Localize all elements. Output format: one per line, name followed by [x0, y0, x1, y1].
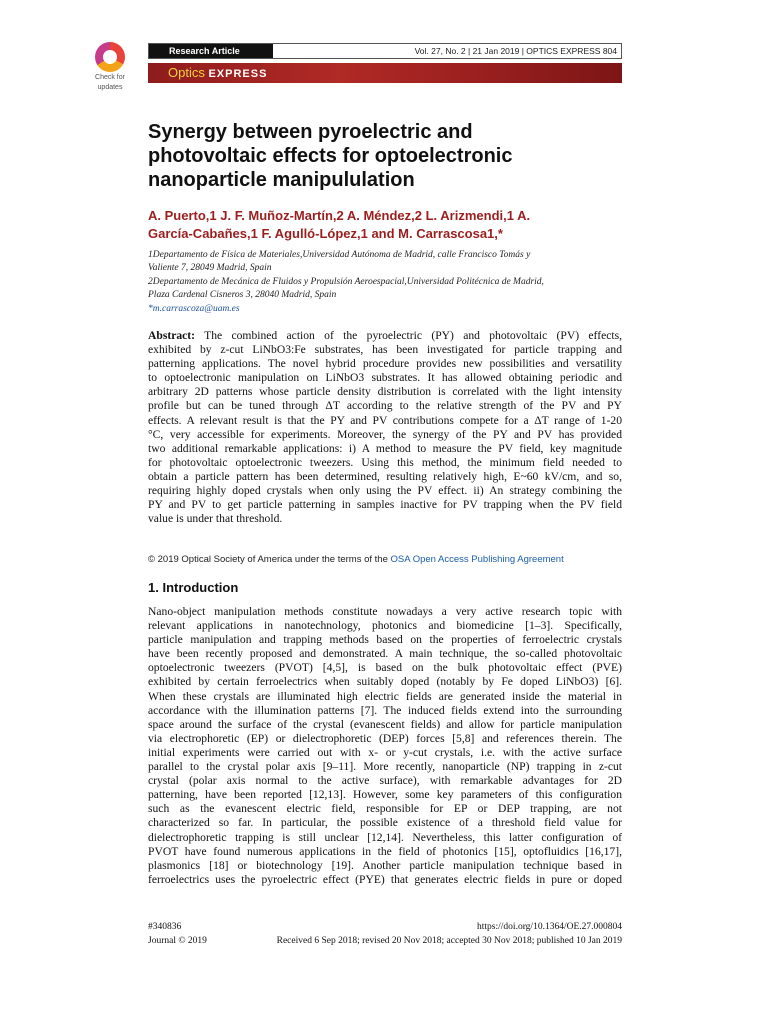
intro-line: space around the surface of the crystal (evanescent fields) and allow for particle manipulation [148, 717, 622, 731]
section-heading: 1. Introduction [148, 580, 239, 595]
journal-logo-part1: Optics [168, 65, 205, 80]
abstract-line: °C, very accessible for experiments. Moreover, the synergy of the PY and PV has provided [148, 427, 622, 441]
article-title [148, 120, 618, 192]
crossmark-icon [95, 42, 125, 72]
intro-line: accordance with the illumination patterns [7]. The induced fields extend into the surrounding [148, 703, 622, 717]
corresponding-email-link[interactable]: *m.carrascoza@uam.es [148, 304, 240, 314]
title-line-3: nanoparticle manipululation [148, 169, 415, 191]
abstract-line: value is under that threshold. [148, 512, 283, 526]
abstract-line: two additional remarkable applications: i) A method to measure the PV field, key magnitude [148, 441, 622, 455]
abstract [148, 329, 622, 526]
intro-line: crystal (polar axis normal to the active surface), with remarkable advantages for 2D [148, 774, 622, 788]
intro-line: exhibited by certain ferroelectrics when suitably doped (notably by Fe doped LiNbO3) [6]. [148, 675, 622, 689]
intro-line: have been recently proposed and demonstrated. A main technique, the so-called photovoltaic [148, 647, 622, 661]
intro-line: characterized so far. In particular, the possible existence of a threshold field value for [148, 816, 622, 830]
intro-line: initial experiments were carried out with x- or y-cut crystals, i.e. with the active surface [148, 745, 622, 759]
article-type-tag: Research Article [149, 44, 273, 58]
author-line-2: García-Cabañes,1 F. Agulló-López,1 and M. Carrascosa1,* [148, 226, 503, 241]
badge-line1: Check for [95, 74, 125, 81]
affiliation-2-line-1: 2Departamento de Mecánica de Fluidos y Propulsión Aeroespacial,Universidad Politécnica de Madrid, [148, 277, 544, 287]
badge-line2: updates [97, 84, 123, 91]
intro-line: Nano-object manipulation methods constitute nowadays a very active research topic with [148, 605, 622, 618]
affiliation-1-line-1: 1Departamento de Física de Materiales,Universidad Autónoma de Madrid, calle Francisco Tomás y [148, 250, 531, 260]
intro-line: particle manipulation and trapping methods based on the properties of ferroelectric crystals [148, 633, 622, 647]
intro-line: ferroelectrics uses the pyroelectric effect (PYE) that generates electric fields in pure or doped [148, 872, 622, 886]
abstract-line: Abstract: The combined action of the pyroelectric (PY) and photovoltaic (PV) effects, [148, 329, 622, 342]
abstract-line: to optoelectronic manipulation on LiNbO3 substrates. It has allowed obtaining periodic and [148, 371, 622, 385]
license-link[interactable]: OSA Open Access Publishing Agreement [390, 554, 564, 565]
abstract-line: obtain a particle pattern has been determined, resulting relatively high, E~60 kV/cm, and so, [148, 469, 622, 483]
abstract-line: profile but can be tuned through ΔT according to the relative strength of the PV and PY [148, 399, 622, 413]
article-header-bar [148, 43, 622, 59]
affiliation-2-line-2: Plaza Cardenal Cisneros 3, 28040 Madrid, Spain [148, 290, 337, 300]
journal-logo-part2: EXPRESS [208, 68, 268, 80]
intro-line: When these crystals are illuminated high electric fields are generated inside the material in [148, 689, 622, 703]
introduction-text [148, 605, 622, 887]
affiliation-1-line-2: Valiente 7, 28049 Madrid, Spain [148, 263, 272, 273]
abstract-line: patterning applications. The novel hybrid procedure provides new possibilities and versatility [148, 357, 622, 371]
check-for-updates-badge[interactable] [90, 42, 130, 92]
intro-line: parallel to the crystal polar axis [9–11]. More recently, nanoparticle (NP) trapping in z-cut [148, 760, 622, 774]
intro-line: such as the evanescent electric field, responsible for EP or DEP trapping, are not [148, 802, 622, 816]
title-line-1: Synergy between pyroelectric and [148, 121, 473, 143]
abstract-line: effects. A relevant result is that the PY and PV contributions compete for a ΔT range of 1-20 [148, 413, 622, 427]
intro-line: relevant applications in nanotechnology, photonics and biomedicine [1–3]. Specifically, [148, 619, 622, 633]
intro-line: optoelectronic tweezers (PVOT) [4,5], is based on the bulk photovoltaic effect (PVE) [148, 661, 622, 675]
intro-line: PVOT have found numerous applications in the field of photonics [15], optofluidics [16,17], [148, 844, 622, 858]
journal-reference: Vol. 27, No. 2 | 21 Jan 2019 | OPTICS EXPRESS 804 [414, 46, 617, 56]
abstract-line: for photovoltaic optoelectronic tweezers. Using this method, the minimum field needed to [148, 455, 622, 469]
license-text: © 2019 Optical Society of America under the terms of the [148, 554, 391, 565]
license-statement [148, 554, 564, 565]
abstract-line: requiring highly doped crystals when only using the PV effect. ii) An strategy combining the [148, 484, 622, 498]
doi-link[interactable]: https://doi.org/10.1364/OE.27.000804 [477, 922, 622, 932]
abstract-line: exhibited by z-cut LiNbO3:Fe substrates, has been investigated for particle trapping and [148, 343, 622, 357]
intro-line: plasmonics [18] or biotechnology [19]. Another particle manipulation technique based in [148, 858, 622, 872]
abstract-line: PY and PV to get particle patterning in samples inactive for PV trapping when the PV field [148, 498, 622, 512]
intro-line: via electrophoretic (EP) or dielectrophoretic (DEP) forces [5,8] and references therein. The [148, 731, 622, 745]
author-line-1: A. Puerto,1 J. F. Muñoz-Martín,2 A. Méndez,2 L. Arizmendi,1 A. [148, 208, 531, 223]
publication-dates: Received 6 Sep 2018; revised 20 Nov 2018; accepted 30 Nov 2018; published 10 Jan 2019 [276, 936, 622, 946]
intro-line: patterning, have been reported [12,13]. However, some key parameters of this configuration [148, 788, 622, 802]
intro-line: dielectrophoretic trapping is still unclear [12,14]. Nevertheless, this latter configuration of [148, 830, 622, 844]
journal-logo [168, 65, 267, 82]
abstract-label: Abstract: [148, 329, 196, 342]
abstract-line: arbitrary 2D patterns whose particle density distribution is correlated with the light intensity [148, 385, 622, 399]
manuscript-id: #340836 [148, 922, 182, 932]
journal-copyright: Journal © 2019 [148, 936, 207, 946]
title-line-2: photovoltaic effects for optoelectronic [148, 145, 513, 167]
